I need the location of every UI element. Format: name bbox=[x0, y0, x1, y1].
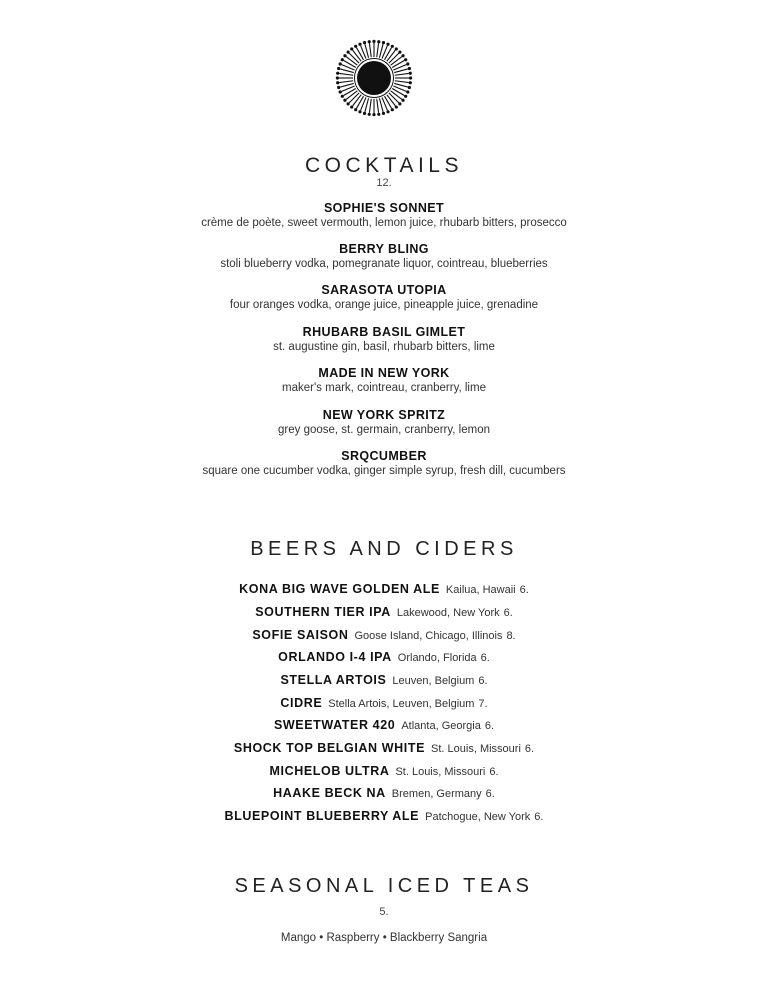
beer-item bbox=[0, 694, 768, 712]
beer-name: MICHELOB ULTRA bbox=[269, 764, 390, 778]
beer-name: SOUTHERN TIER IPA bbox=[255, 605, 391, 619]
beer-item bbox=[0, 580, 768, 598]
beer-origin: Stella Artois, Leuven, Belgium bbox=[328, 698, 475, 710]
cocktail-description: square one cucumber vodka, ginger simple syrup, fresh dill, cucumbers bbox=[202, 465, 566, 477]
beer-origin: Orlando, Florida bbox=[397, 652, 477, 664]
beer-origin: Leuven, Belgium bbox=[392, 675, 475, 687]
beer-item bbox=[0, 784, 768, 802]
beer-price: 6. bbox=[485, 788, 495, 800]
beer-price: 6. bbox=[480, 652, 490, 664]
beer-name: ORLANDO I-4 IPA bbox=[278, 650, 392, 664]
cocktail-name: SOPHIE'S SONNET bbox=[323, 201, 445, 215]
beer-item bbox=[0, 762, 768, 780]
cocktail-description: grey goose, st. germain, cranberry, lemon bbox=[278, 424, 490, 436]
beer-price: 6. bbox=[534, 811, 544, 823]
cocktail-name: SRQCUMBER bbox=[341, 449, 427, 463]
cocktail-name: SARASOTA UTOPIA bbox=[321, 283, 447, 297]
beer-name: SWEETWATER 420 bbox=[273, 718, 396, 732]
beer-origin: Patchogue, New York bbox=[425, 811, 531, 823]
beer-price: 6. bbox=[524, 743, 535, 755]
cocktail-name: BERRY BLING bbox=[339, 242, 429, 256]
starburst-logo-icon bbox=[334, 38, 414, 118]
beer-origin: Kailua, Hawaii bbox=[445, 584, 516, 596]
beer-origin: Lakewood, New York bbox=[396, 607, 500, 619]
cocktail-item bbox=[0, 366, 768, 394]
cocktail-item bbox=[0, 242, 768, 270]
beer-name: STELLA ARTOIS bbox=[280, 673, 387, 687]
beer-item bbox=[0, 603, 768, 621]
beer-price: 6. bbox=[489, 766, 499, 778]
beer-item bbox=[0, 807, 768, 825]
cocktail-description: st. augustine gin, basil, rhubarb bitters, lime bbox=[273, 341, 495, 353]
cocktail-name: RHUBARB BASIL GIMLET bbox=[302, 325, 466, 339]
beer-origin: Goose Island, Chicago, Illinois bbox=[354, 630, 503, 642]
beer-name: BLUEPOINT BLUEBERRY ALE bbox=[224, 809, 420, 823]
teas-heading: SEASONAL ICED TEAS bbox=[234, 875, 534, 897]
beer-name: CIDRE bbox=[280, 696, 323, 710]
beer-origin: St. Louis, Missouri bbox=[431, 743, 521, 755]
cocktail-name: NEW YORK SPRITZ bbox=[322, 408, 446, 422]
cocktail-description: crème de poète, sweet vermouth, lemon juice, rhubarb bitters, prosecco bbox=[201, 217, 567, 229]
beer-item bbox=[0, 648, 768, 666]
teas-flavors: Mango • Raspberry • Blackberry Sangria bbox=[280, 932, 488, 944]
beer-price: 6. bbox=[484, 720, 495, 732]
beer-price: 6. bbox=[519, 584, 529, 596]
beer-item bbox=[0, 739, 768, 757]
beer-origin: Atlanta, Georgia bbox=[401, 720, 481, 732]
cocktail-description: maker's mark, cointreau, cranberry, lime bbox=[282, 382, 486, 394]
cocktail-item bbox=[0, 408, 768, 436]
beer-price: 8. bbox=[506, 630, 516, 642]
cocktail-description: four oranges vodka, orange juice, pineapple juice, grenadine bbox=[229, 299, 539, 311]
beer-origin: St. Louis, Missouri bbox=[395, 766, 486, 778]
cocktail-item bbox=[0, 325, 768, 353]
cocktail-description: stoli blueberry vodka, pomegranate liquor, cointreau, blueberries bbox=[220, 258, 548, 270]
cocktail-item bbox=[0, 449, 768, 477]
beer-price: 7. bbox=[478, 698, 488, 710]
cocktail-name: MADE IN NEW YORK bbox=[318, 366, 450, 380]
beer-name: KONA BIG WAVE GOLDEN ALE bbox=[239, 582, 440, 596]
beer-name: SHOCK TOP BELGIAN WHITE bbox=[233, 741, 426, 755]
beer-price: 6. bbox=[478, 675, 488, 687]
beer-price: 6. bbox=[503, 607, 513, 619]
cocktail-item bbox=[0, 283, 768, 311]
beer-item bbox=[0, 671, 768, 689]
cocktails-heading: COCKTAILS bbox=[305, 154, 463, 177]
beer-name: SOFIE SAISON bbox=[252, 628, 349, 642]
cocktails-price: 12. bbox=[376, 177, 392, 189]
cocktail-item bbox=[0, 201, 768, 229]
beer-item bbox=[0, 716, 768, 734]
beer-origin: Bremen, Germany bbox=[391, 788, 482, 800]
beers-heading: BEERS AND CIDERS bbox=[250, 538, 518, 560]
teas-price: 5. bbox=[379, 906, 389, 918]
beer-name: HAAKE BECK NA bbox=[273, 786, 386, 800]
beer-item bbox=[0, 626, 768, 644]
